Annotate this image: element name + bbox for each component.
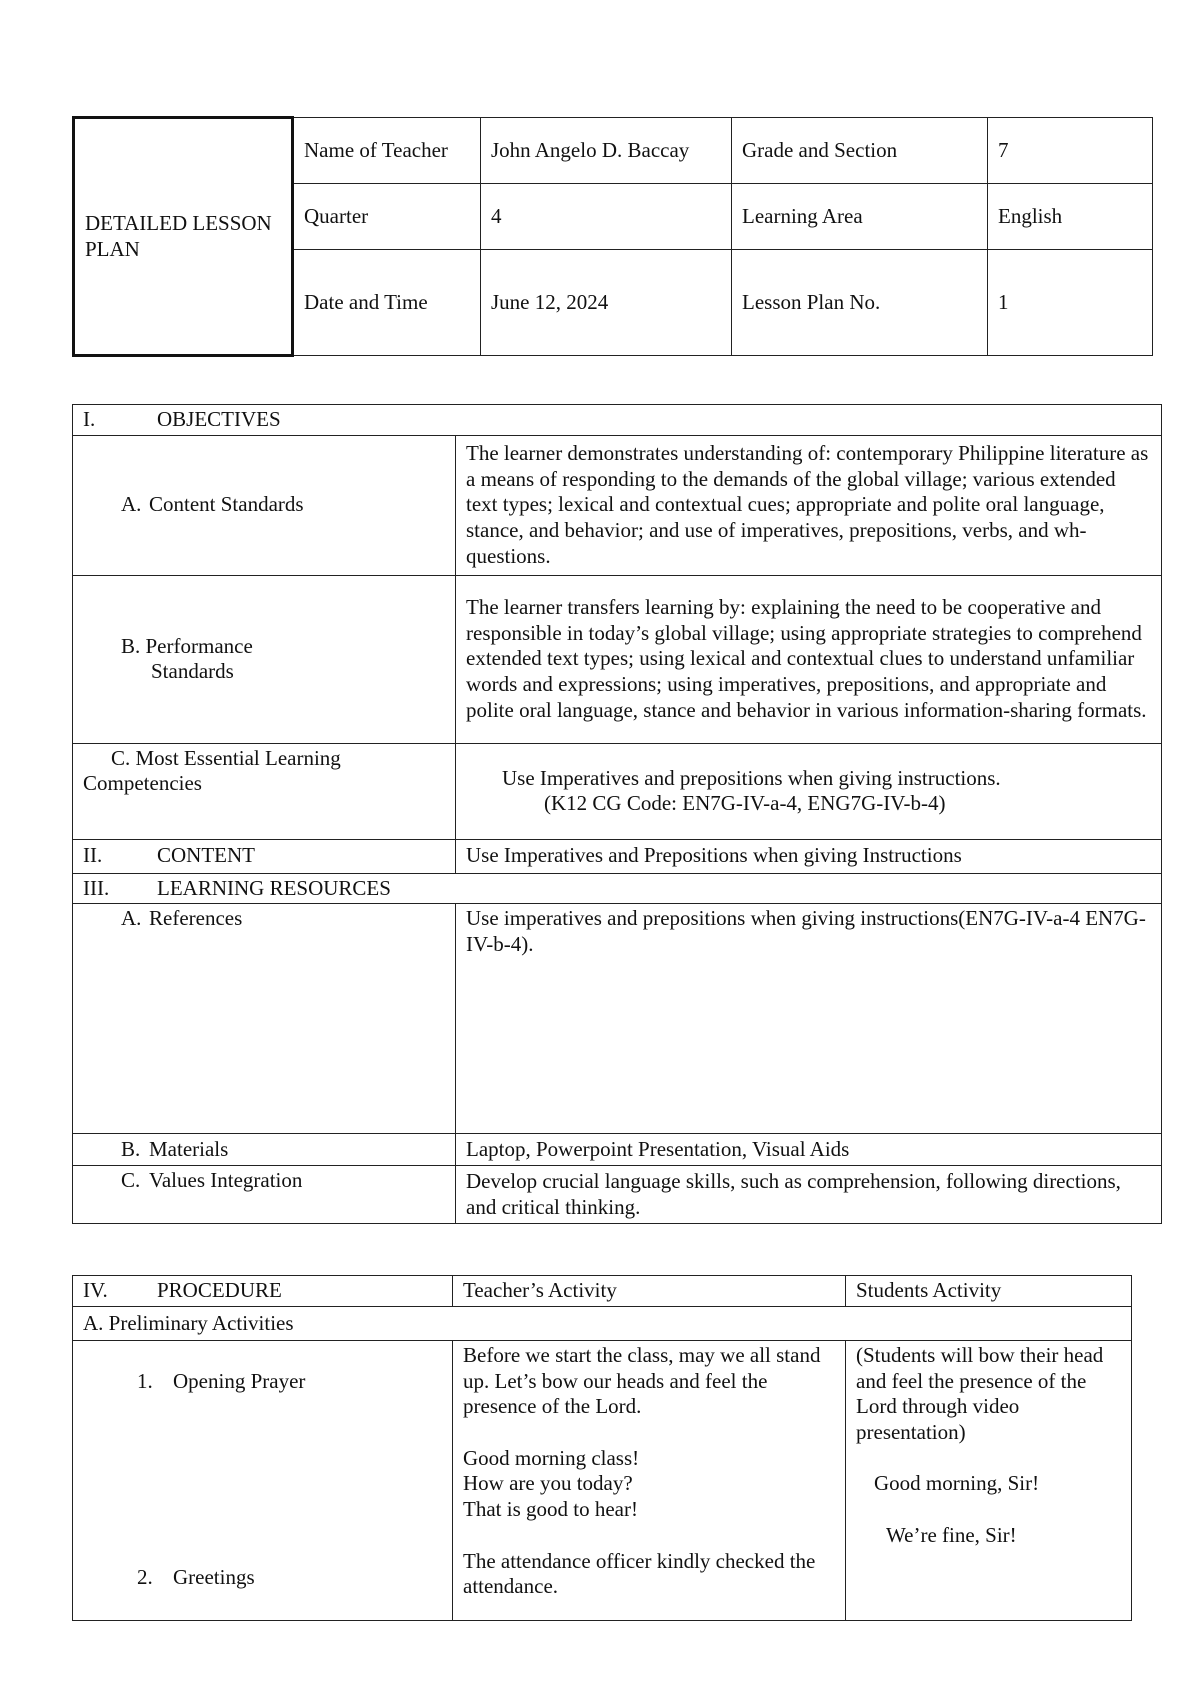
melc-line: Use Imperatives and prepositions when giving instructions.: [502, 765, 1001, 790]
spacer: [463, 1523, 835, 1549]
lesson-header-table: [72, 116, 1153, 357]
student-line: (Students will bow their head and feel the presence of the Lord through video presentation): [856, 1343, 1104, 1444]
sub-letter: A.: [121, 492, 142, 517]
objectives-table: [72, 404, 1162, 1224]
label-line: Standards: [151, 659, 234, 684]
label-line: Competencies: [83, 771, 202, 796]
column-header-row: [453, 1276, 1131, 1306]
date-label: Date and Time: [293, 250, 481, 356]
teacher-line: How are you today?: [463, 1471, 633, 1496]
plan-label: Lesson Plan No.: [732, 250, 988, 356]
content-standards-text: The learner demonstrates understanding of: contemporary Philippine literature as a means of responding to the demands of the global village; various extended text types; lexical and contextual cues; appropriate and polite oral language, stance, and behavior; and use of imperatives, prepositions, verbs, and wh-questions.: [456, 435, 1162, 575]
spacer: [856, 1445, 1121, 1471]
label-text: Values Integration: [149, 1168, 303, 1193]
student-line: Good morning, Sir!: [874, 1471, 1040, 1496]
plan-value: 1: [988, 250, 1153, 356]
values-text: Develop crucial language skills, such as comprehension, following directions, and critical thinking.: [456, 1166, 1162, 1224]
teacher-activity-header: Teacher’s Activity: [453, 1276, 846, 1306]
procedure-table: [72, 1275, 1132, 1621]
materials-text: Laptop, Powerpoint Presentation, Visual Aids: [456, 1134, 1162, 1166]
content-text: Use Imperatives and Prepositions when giving Instructions: [456, 839, 1162, 873]
label-line: C. Most Essential Learning: [111, 745, 341, 770]
date-value: June 12, 2024: [481, 250, 732, 356]
quarter-value: 4: [481, 184, 732, 250]
item-label: Greetings: [173, 1564, 255, 1589]
content-standards-label: [73, 435, 456, 575]
spacer: [856, 1497, 1121, 1523]
section-number: II.: [83, 843, 103, 868]
preliminary-activities: A. Preliminary Activities: [73, 1307, 1132, 1341]
resources-heading: [73, 873, 1162, 904]
teacher-line: Good morning class!: [463, 1445, 640, 1470]
grade-value: 7: [988, 118, 1153, 184]
melc-line: (K12 CG Code: EN7G-IV-a-4, ENG7G-IV-b-4): [544, 791, 946, 816]
grade-label: Grade and Section: [732, 118, 988, 184]
section-title: CONTENT: [157, 843, 255, 868]
label-line: B. Performance: [121, 633, 253, 658]
item-greetings: [137, 1565, 442, 1591]
spacer: [463, 1420, 835, 1446]
area-value: English: [988, 184, 1153, 250]
sub-letter: B.: [121, 1136, 141, 1161]
students-activity-header: Students Activity: [856, 1278, 1002, 1303]
teacher-value: John Angelo D. Baccay: [481, 118, 732, 184]
quarter-label: Quarter: [293, 184, 481, 250]
procedure-column-headers: [453, 1276, 1132, 1307]
item-opening-prayer: [137, 1369, 442, 1395]
preliminary-items: [73, 1341, 453, 1621]
references-label: [73, 904, 456, 1134]
students-activity-text: [846, 1341, 1132, 1621]
melc-text: [456, 743, 1162, 839]
teacher-label: Name of Teacher: [293, 118, 481, 184]
section-title: OBJECTIVES: [157, 407, 281, 431]
performance-standards-text: The learner transfers learning by: explaining the need to be cooperative and responsible in today’s global village; using appropriate strategies to comprehend extended text types; using lexical and contextual clues to understand unfamiliar words and expressions; using imperatives, prepositions, and appropriate and polite oral language, stance and behavior in various information-sharing formats.: [456, 575, 1162, 743]
materials-label: [73, 1134, 456, 1166]
area-label: Learning Area: [732, 184, 988, 250]
label-text: Content Standards: [149, 492, 304, 517]
label-text: Materials: [149, 1136, 229, 1161]
document-title: DETAILED LESSON PLAN: [74, 118, 293, 356]
teacher-line: The attendance officer kindly checked the attendance.: [463, 1548, 816, 1599]
teacher-line: That is good to hear!: [463, 1497, 638, 1522]
references-text: Use imperatives and prepositions when giving instructions(EN7G-IV-a-4 EN7G-IV-b-4).: [456, 904, 1162, 1134]
section-number: III.: [83, 875, 110, 900]
performance-standards-label: [73, 575, 456, 743]
procedure-heading: [73, 1276, 453, 1307]
student-line: We’re fine, Sir!: [886, 1523, 1017, 1548]
section-number: IV.: [83, 1278, 108, 1303]
label-text: References: [149, 906, 243, 931]
teacher-line: Before we start the class, may we all stand up. Let’s bow our heads and feel the presence of the Lord.: [463, 1343, 821, 1419]
item-label: Opening Prayer: [173, 1369, 306, 1393]
section-number: I.: [83, 407, 96, 431]
teacher-activity-text: [453, 1341, 846, 1621]
item-number: 2.: [137, 1564, 153, 1589]
sub-letter: A.: [121, 906, 142, 931]
item-number: 1.: [137, 1369, 153, 1393]
sub-letter: C.: [121, 1168, 141, 1193]
section-title: PROCEDURE: [157, 1278, 282, 1303]
content-heading: [73, 839, 456, 873]
melc-label: [73, 743, 456, 839]
objectives-heading: [73, 405, 1162, 436]
section-title: LEARNING RESOURCES: [157, 875, 391, 900]
values-label: [73, 1166, 456, 1224]
